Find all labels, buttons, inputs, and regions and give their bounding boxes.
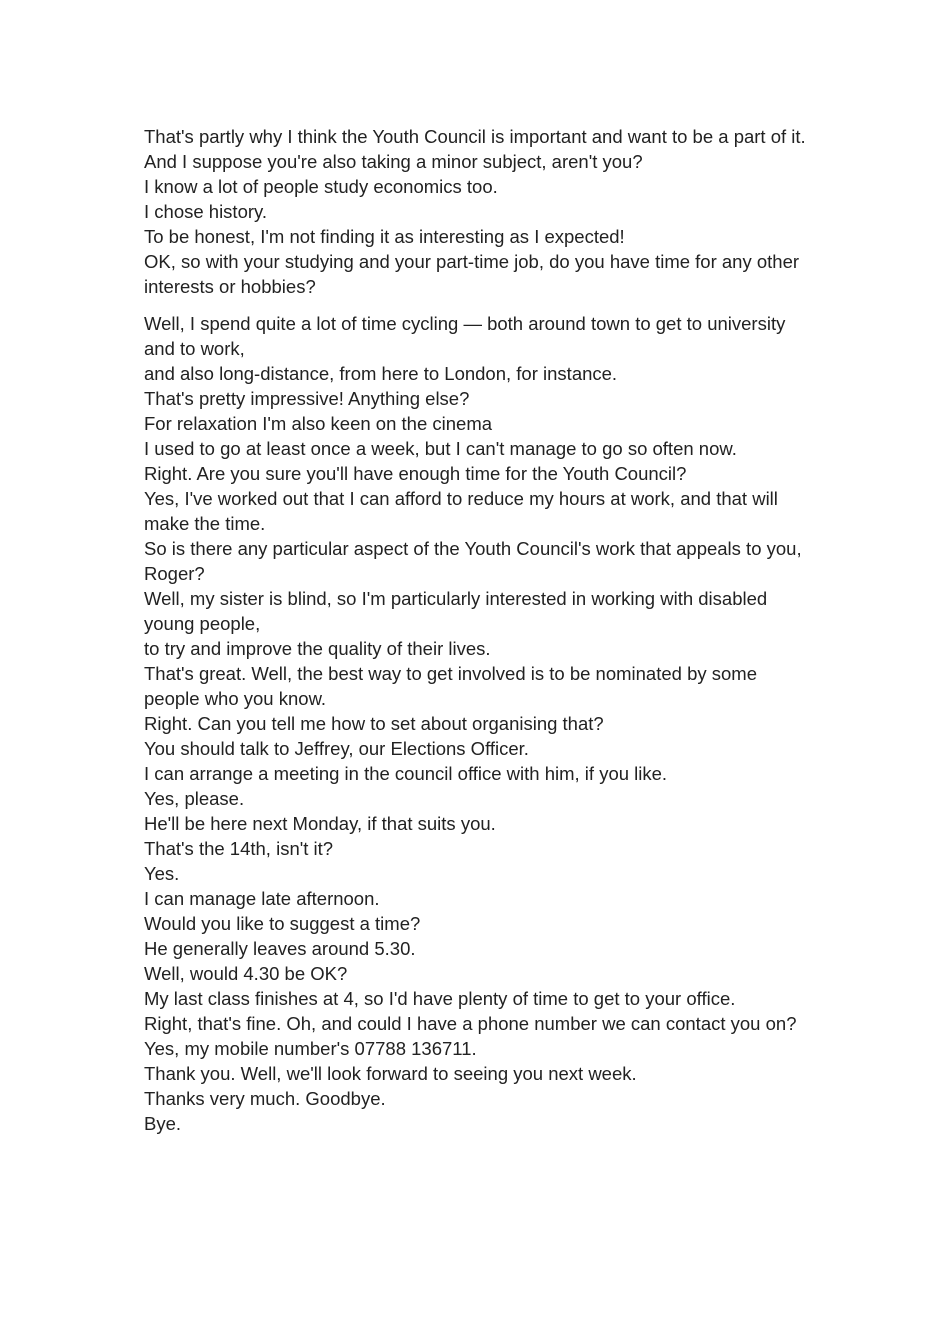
transcript-line: Right. Can you tell me how to set about organising that? xyxy=(144,713,604,734)
transcript-line: You should talk to Jeffrey, our Elections Officer. xyxy=(144,738,529,759)
transcript-line: Well, I spend quite a lot of time cycling — both around town to get to university and to work, xyxy=(144,313,786,359)
transcript-line: Yes. xyxy=(144,863,180,884)
transcript-line: That's great. Well, the best way to get involved is to be nominated by some people who you know. xyxy=(144,663,757,709)
transcript-line: Well, my sister is blind, so I'm particularly interested in working with disabled young people, xyxy=(144,588,768,634)
transcript-line: Thank you. Well, we'll look forward to seeing you next week. xyxy=(144,1063,637,1084)
transcript-line: Yes, I've worked out that I can afford to reduce my hours at work, and that will make the time. xyxy=(144,488,778,534)
transcript-line: I know a lot of people study economics too. xyxy=(144,176,498,197)
transcript-page xyxy=(144,124,808,1136)
transcript-line: My last class finishes at 4, so I'd have plenty of time to get to your office. xyxy=(144,988,736,1009)
transcript-line: Would you like to suggest a time? xyxy=(144,913,421,934)
transcript-line: And I suppose you're also taking a minor subject, aren't you? xyxy=(144,151,643,172)
transcript-line: I used to go at least once a week, but I can't manage to go so often now. xyxy=(144,438,737,459)
transcript-line: That's the 14th, isn't it? xyxy=(144,838,334,859)
transcript-line: To be honest, I'm not finding it as interesting as I expected! xyxy=(144,226,625,247)
transcript-line: That's pretty impressive! Anything else? xyxy=(144,388,470,409)
transcript-line: I can arrange a meeting in the council office with him, if you like. xyxy=(144,763,668,784)
transcript-line: He'll be here next Monday, if that suits you. xyxy=(144,813,496,834)
transcript-line: OK, so with your studying and your part-time job, do you have time for any other interests or hobbies? xyxy=(144,251,800,297)
transcript-line: Bye. xyxy=(144,1113,182,1134)
transcript-line: He generally leaves around 5.30. xyxy=(144,938,416,959)
transcript-line: So is there any particular aspect of the Youth Council's work that appeals to you, Roger? xyxy=(144,538,802,584)
transcript-line: Well, would 4.30 be OK? xyxy=(144,963,348,984)
transcript-line: Thanks very much. Goodbye. xyxy=(144,1088,386,1109)
transcript-line: Yes, please. xyxy=(144,788,245,809)
transcript-line: I chose history. xyxy=(144,201,268,222)
transcript-line: For relaxation I'm also keen on the cinema xyxy=(144,413,493,434)
transcript-block-2 xyxy=(144,311,808,1136)
transcript-block-1 xyxy=(144,124,808,299)
transcript-line: Right. Are you sure you'll have enough time for the Youth Council? xyxy=(144,463,687,484)
transcript-line: and also long-distance, from here to London, for instance. xyxy=(144,363,618,384)
transcript-line: to try and improve the quality of their lives. xyxy=(144,638,491,659)
transcript-line: Right, that's fine. Oh, and could I have a phone number we can contact you on? xyxy=(144,1013,797,1034)
transcript-line: That's partly why I think the Youth Council is important and want to be a part of it. xyxy=(144,126,806,147)
transcript-line: I can manage late afternoon. xyxy=(144,888,380,909)
transcript-line: Yes, my mobile number's 07788 136711. xyxy=(144,1038,477,1059)
paragraph-gap xyxy=(144,299,808,311)
